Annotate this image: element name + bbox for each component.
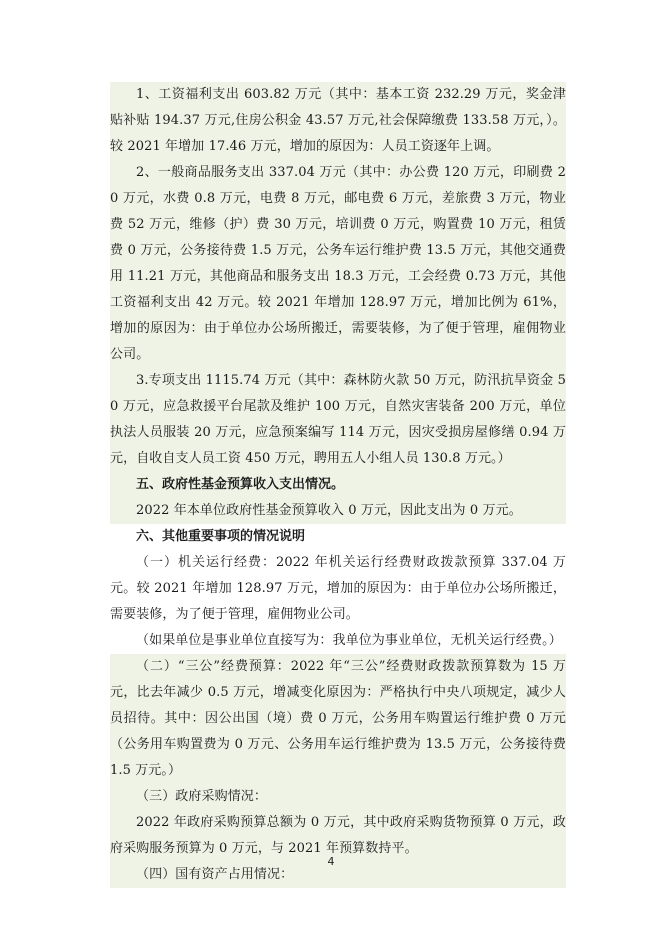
paragraph-institution-note: （如果单位是事业单位直接写为：我单位为事业单位，无机关运行经费。） bbox=[136, 633, 562, 648]
section-heading-other-matters: 六、其他重要事项的情况说明 bbox=[136, 529, 306, 544]
paragraph-salary-welfare: 1、工资福利支出 603.82 万元（其中：基本工资 232.29 万元，奖金津贴补贴 194.37 万元,住房公积金 43.57 万元,社会保障缴费 133.58 万元，）。较 2021 年增加 17.46 万元，增加的原因为：人员工资逐年上调。 bbox=[110, 82, 566, 160]
paragraph-state-assets-heading: （四）国有资产占用情况： bbox=[110, 862, 566, 888]
section-heading-government-fund: 五、政府性基金预算收入支出情况。 bbox=[110, 472, 566, 498]
document-body bbox=[110, 82, 566, 888]
paragraph-special-expenditure: 3.专项支出 1115.74 万元（其中：森林防火款 50 万元，防汛抗旱资金 50 万元，应急救援平台尾款及维护 100 万元，自然灾害装备 200 万元，单位执法人员服装 20 万元，应急预案编写 114 万元，因灾受损房屋修缮 0.94 万元，自收自支人员工资 450 万元，聘用五人小组人员 130.8 万元。） bbox=[110, 368, 566, 472]
paragraph-procurement-heading: （三）政府采购情况： bbox=[110, 784, 566, 810]
page-number: 4 bbox=[327, 855, 335, 868]
paragraph-general-goods-services: 2、一般商品服务支出 337.04 万元（其中：办公费 120 万元，印刷费 20 万元，水费 0.8 万元，电费 8 万元，邮电费 6 万元，差旅费 3 万元，物业费 52 万元，维修（护）费 30 万元，培训费 0 万元，购置费 10 万元，租赁费 0 万元，公务接待费 1.5 万元，公务车运行维护费 13.5 万元，其他交通费用 11.21 万元，其他商品和服务支出 18.3 万元，工会经费 0.73 万元，其他工资福利支出 42 万元。较 2021 年增加 128.97 万元，增加比例为 61%，增加的原因为：由于单位办公场所搬迁，需要装修，为了便于管理，雇佣物业公司。 bbox=[110, 160, 566, 368]
paragraph-operating-expenses: （一）机关运行经费：2022 年机关运行经费财政拨款预算 337.04 万元。较 2021 年增加 128.97 万元，增加的原因为：由于单位办公场所搬迁，需要装修，为了便于管理，雇佣物业公司。 bbox=[110, 555, 566, 622]
paragraph-procurement-detail: 2022 年政府采购预算总额为 0 万元，其中政府采购货物预算 0 万元，政府采购服务预算为 0 万元，与 2021 年预算数持平。 bbox=[110, 810, 566, 862]
paragraph-government-fund: 2022 年本单位政府性基金预算收入 0 万元，因此支出为 0 万元。 bbox=[110, 498, 566, 524]
paragraph-three-public-expenses: （二）“三公”经费预算：2022 年“三公”经费财政拨款预算数为 15 万元，比去年减少 0.5 万元，增减变化原因为：严格执行中央八项规定，减少人员招待。其中：因公出国（境）费 0 万元，公务用车购置运行维护费 0 万元（公务用车购置费为 0 万元、公务用车运行维护费为 13.5 万元，公务接待费 1.5 万元。） bbox=[110, 654, 566, 784]
